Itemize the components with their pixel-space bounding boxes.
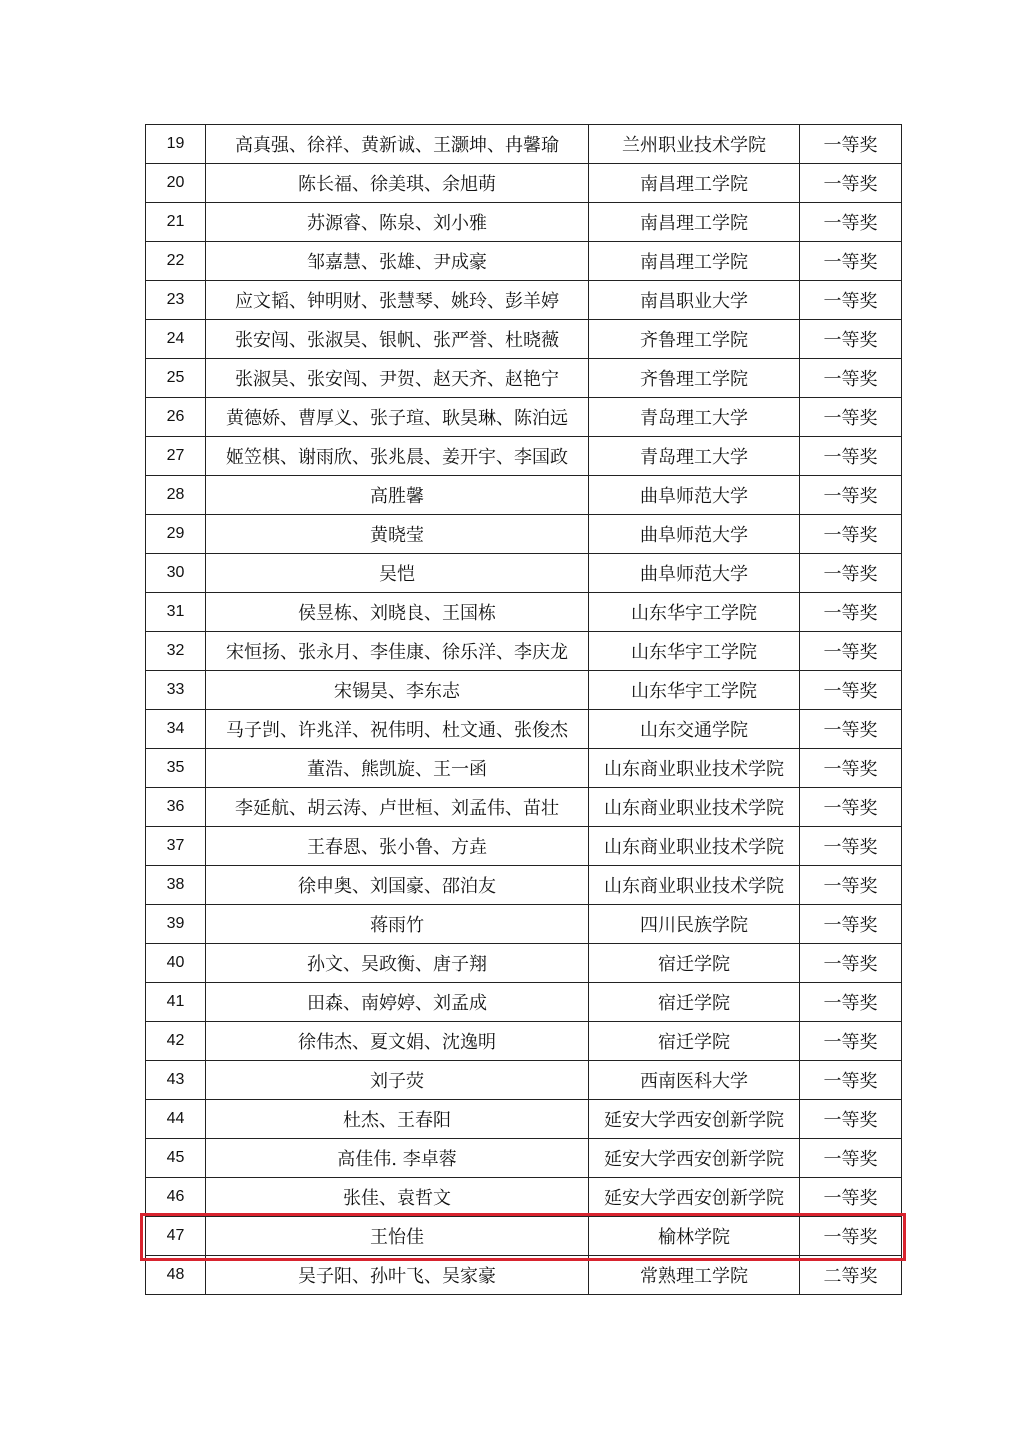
team-members: 吴子阳、孙叶飞、吴家豪	[206, 1256, 589, 1295]
award-level: 一等奖	[800, 1061, 902, 1100]
school-name: 延安大学西安创新学院	[589, 1100, 800, 1139]
row-number: 39	[146, 905, 206, 944]
award-level: 一等奖	[800, 125, 902, 164]
team-members: 应文韬、钟明财、张慧琴、姚玲、彭羊婷	[206, 281, 589, 320]
table-row	[146, 1061, 902, 1100]
row-number: 28	[146, 476, 206, 515]
table-row	[146, 242, 902, 281]
award-level: 一等奖	[800, 905, 902, 944]
school-name: 青岛理工大学	[589, 437, 800, 476]
team-members: 田森、南婷婷、刘孟成	[206, 983, 589, 1022]
school-name: 青岛理工大学	[589, 398, 800, 437]
award-table	[145, 124, 902, 1295]
table-row	[146, 203, 902, 242]
table-row	[146, 866, 902, 905]
school-name: 兰州职业技术学院	[589, 125, 800, 164]
award-level: 二等奖	[800, 1256, 902, 1295]
school-name: 宿迁学院	[589, 944, 800, 983]
table-row	[146, 1022, 902, 1061]
row-number: 35	[146, 749, 206, 788]
award-level: 一等奖	[800, 749, 902, 788]
school-name: 山东商业职业技术学院	[589, 788, 800, 827]
school-name: 宿迁学院	[589, 1022, 800, 1061]
team-members: 蒋雨竹	[206, 905, 589, 944]
table-row	[146, 983, 902, 1022]
table-row	[146, 671, 902, 710]
table-row	[146, 1139, 902, 1178]
row-number: 31	[146, 593, 206, 632]
award-level: 一等奖	[800, 866, 902, 905]
table-body	[146, 125, 902, 1295]
row-number: 24	[146, 320, 206, 359]
award-level: 一等奖	[800, 944, 902, 983]
row-number: 19	[146, 125, 206, 164]
row-number: 30	[146, 554, 206, 593]
school-name: 南昌理工学院	[589, 203, 800, 242]
row-number: 37	[146, 827, 206, 866]
award-level: 一等奖	[800, 1022, 902, 1061]
row-number: 36	[146, 788, 206, 827]
team-members: 徐伟杰、夏文娟、沈逸明	[206, 1022, 589, 1061]
team-members: 孙文、吴政衡、唐子翔	[206, 944, 589, 983]
team-members: 高佳伟. 李卓蓉	[206, 1139, 589, 1178]
award-level: 一等奖	[800, 242, 902, 281]
team-members: 宋恒扬、张永月、李佳康、徐乐洋、李庆龙	[206, 632, 589, 671]
school-name: 宿迁学院	[589, 983, 800, 1022]
row-number: 42	[146, 1022, 206, 1061]
row-number: 46	[146, 1178, 206, 1217]
award-level: 一等奖	[800, 476, 902, 515]
team-members: 黄德娇、曹厚义、张子瑄、耿昊琳、陈泊远	[206, 398, 589, 437]
award-level: 一等奖	[800, 671, 902, 710]
table-row	[146, 1217, 902, 1256]
award-level: 一等奖	[800, 515, 902, 554]
team-members: 徐申奥、刘国豪、邵泊友	[206, 866, 589, 905]
table-row	[146, 515, 902, 554]
team-members: 李延航、胡云涛、卢世桓、刘孟伟、苗壮	[206, 788, 589, 827]
school-name: 山东商业职业技术学院	[589, 866, 800, 905]
table-row	[146, 1100, 902, 1139]
school-name: 榆林学院	[589, 1217, 800, 1256]
row-number: 21	[146, 203, 206, 242]
award-level: 一等奖	[800, 203, 902, 242]
school-name: 曲阜师范大学	[589, 515, 800, 554]
team-members: 张淑昊、张安闯、尹贺、赵天齐、赵艳宁	[206, 359, 589, 398]
award-level: 一等奖	[800, 593, 902, 632]
school-name: 山东华宇工学院	[589, 593, 800, 632]
team-members: 宋锡昊、李东志	[206, 671, 589, 710]
row-number: 47	[146, 1217, 206, 1256]
row-number: 44	[146, 1100, 206, 1139]
award-level: 一等奖	[800, 1217, 902, 1256]
team-members: 杜杰、王春阳	[206, 1100, 589, 1139]
table-row	[146, 593, 902, 632]
team-members: 高胜馨	[206, 476, 589, 515]
row-number: 26	[146, 398, 206, 437]
table-row	[146, 1256, 902, 1295]
school-name: 山东商业职业技术学院	[589, 749, 800, 788]
table-row	[146, 164, 902, 203]
table-row	[146, 632, 902, 671]
award-level: 一等奖	[800, 632, 902, 671]
row-number: 38	[146, 866, 206, 905]
row-number: 32	[146, 632, 206, 671]
table-row	[146, 320, 902, 359]
team-members: 姬笠棋、谢雨欣、张兆晨、姜开宇、李国政	[206, 437, 589, 476]
team-members: 刘子荧	[206, 1061, 589, 1100]
row-number: 45	[146, 1139, 206, 1178]
table-row	[146, 437, 902, 476]
team-members: 高真强、徐祥、黄新诚、王灏坤、冉馨瑜	[206, 125, 589, 164]
row-number: 48	[146, 1256, 206, 1295]
award-level: 一等奖	[800, 359, 902, 398]
award-level: 一等奖	[800, 281, 902, 320]
row-number: 41	[146, 983, 206, 1022]
row-number: 33	[146, 671, 206, 710]
table-row	[146, 905, 902, 944]
award-level: 一等奖	[800, 1178, 902, 1217]
row-number: 27	[146, 437, 206, 476]
school-name: 山东华宇工学院	[589, 671, 800, 710]
table-row	[146, 125, 902, 164]
school-name: 齐鲁理工学院	[589, 359, 800, 398]
award-level: 一等奖	[800, 437, 902, 476]
table-row	[146, 749, 902, 788]
school-name: 南昌理工学院	[589, 164, 800, 203]
row-number: 40	[146, 944, 206, 983]
school-name: 山东华宇工学院	[589, 632, 800, 671]
award-level: 一等奖	[800, 827, 902, 866]
school-name: 延安大学西安创新学院	[589, 1178, 800, 1217]
team-members: 张安闯、张淑昊、银帆、张严誉、杜晓薇	[206, 320, 589, 359]
school-name: 西南医科大学	[589, 1061, 800, 1100]
team-members: 王春恩、张小鲁、方垚	[206, 827, 589, 866]
row-number: 25	[146, 359, 206, 398]
table-row	[146, 476, 902, 515]
school-name: 常熟理工学院	[589, 1256, 800, 1295]
school-name: 山东商业职业技术学院	[589, 827, 800, 866]
team-members: 吴恺	[206, 554, 589, 593]
team-members: 陈长福、徐美琪、余旭萌	[206, 164, 589, 203]
table-row	[146, 788, 902, 827]
team-members: 张佳、袁哲文	[206, 1178, 589, 1217]
row-number: 29	[146, 515, 206, 554]
team-members: 董浩、熊凯旋、王一函	[206, 749, 589, 788]
table-row	[146, 944, 902, 983]
school-name: 南昌理工学院	[589, 242, 800, 281]
school-name: 齐鲁理工学院	[589, 320, 800, 359]
school-name: 山东交通学院	[589, 710, 800, 749]
award-level: 一等奖	[800, 983, 902, 1022]
award-level: 一等奖	[800, 1139, 902, 1178]
row-number: 43	[146, 1061, 206, 1100]
team-members: 侯昱栋、刘晓良、王国栋	[206, 593, 589, 632]
table-row	[146, 827, 902, 866]
school-name: 四川民族学院	[589, 905, 800, 944]
table-row	[146, 710, 902, 749]
award-level: 一等奖	[800, 398, 902, 437]
row-number: 20	[146, 164, 206, 203]
table-row	[146, 554, 902, 593]
award-level: 一等奖	[800, 164, 902, 203]
table-row	[146, 281, 902, 320]
row-number: 22	[146, 242, 206, 281]
team-members: 苏源睿、陈泉、刘小雅	[206, 203, 589, 242]
award-level: 一等奖	[800, 788, 902, 827]
table-row	[146, 359, 902, 398]
team-members: 马子剀、许兆洋、祝伟明、杜文通、张俊杰	[206, 710, 589, 749]
row-number: 34	[146, 710, 206, 749]
team-members: 黄晓莹	[206, 515, 589, 554]
table-row	[146, 398, 902, 437]
team-members: 王怡佳	[206, 1217, 589, 1256]
school-name: 曲阜师范大学	[589, 476, 800, 515]
award-level: 一等奖	[800, 320, 902, 359]
award-level: 一等奖	[800, 710, 902, 749]
team-members: 邹嘉慧、张雄、尹成豪	[206, 242, 589, 281]
school-name: 南昌职业大学	[589, 281, 800, 320]
school-name: 延安大学西安创新学院	[589, 1139, 800, 1178]
award-level: 一等奖	[800, 554, 902, 593]
school-name: 曲阜师范大学	[589, 554, 800, 593]
table-row	[146, 1178, 902, 1217]
row-number: 23	[146, 281, 206, 320]
award-level: 一等奖	[800, 1100, 902, 1139]
